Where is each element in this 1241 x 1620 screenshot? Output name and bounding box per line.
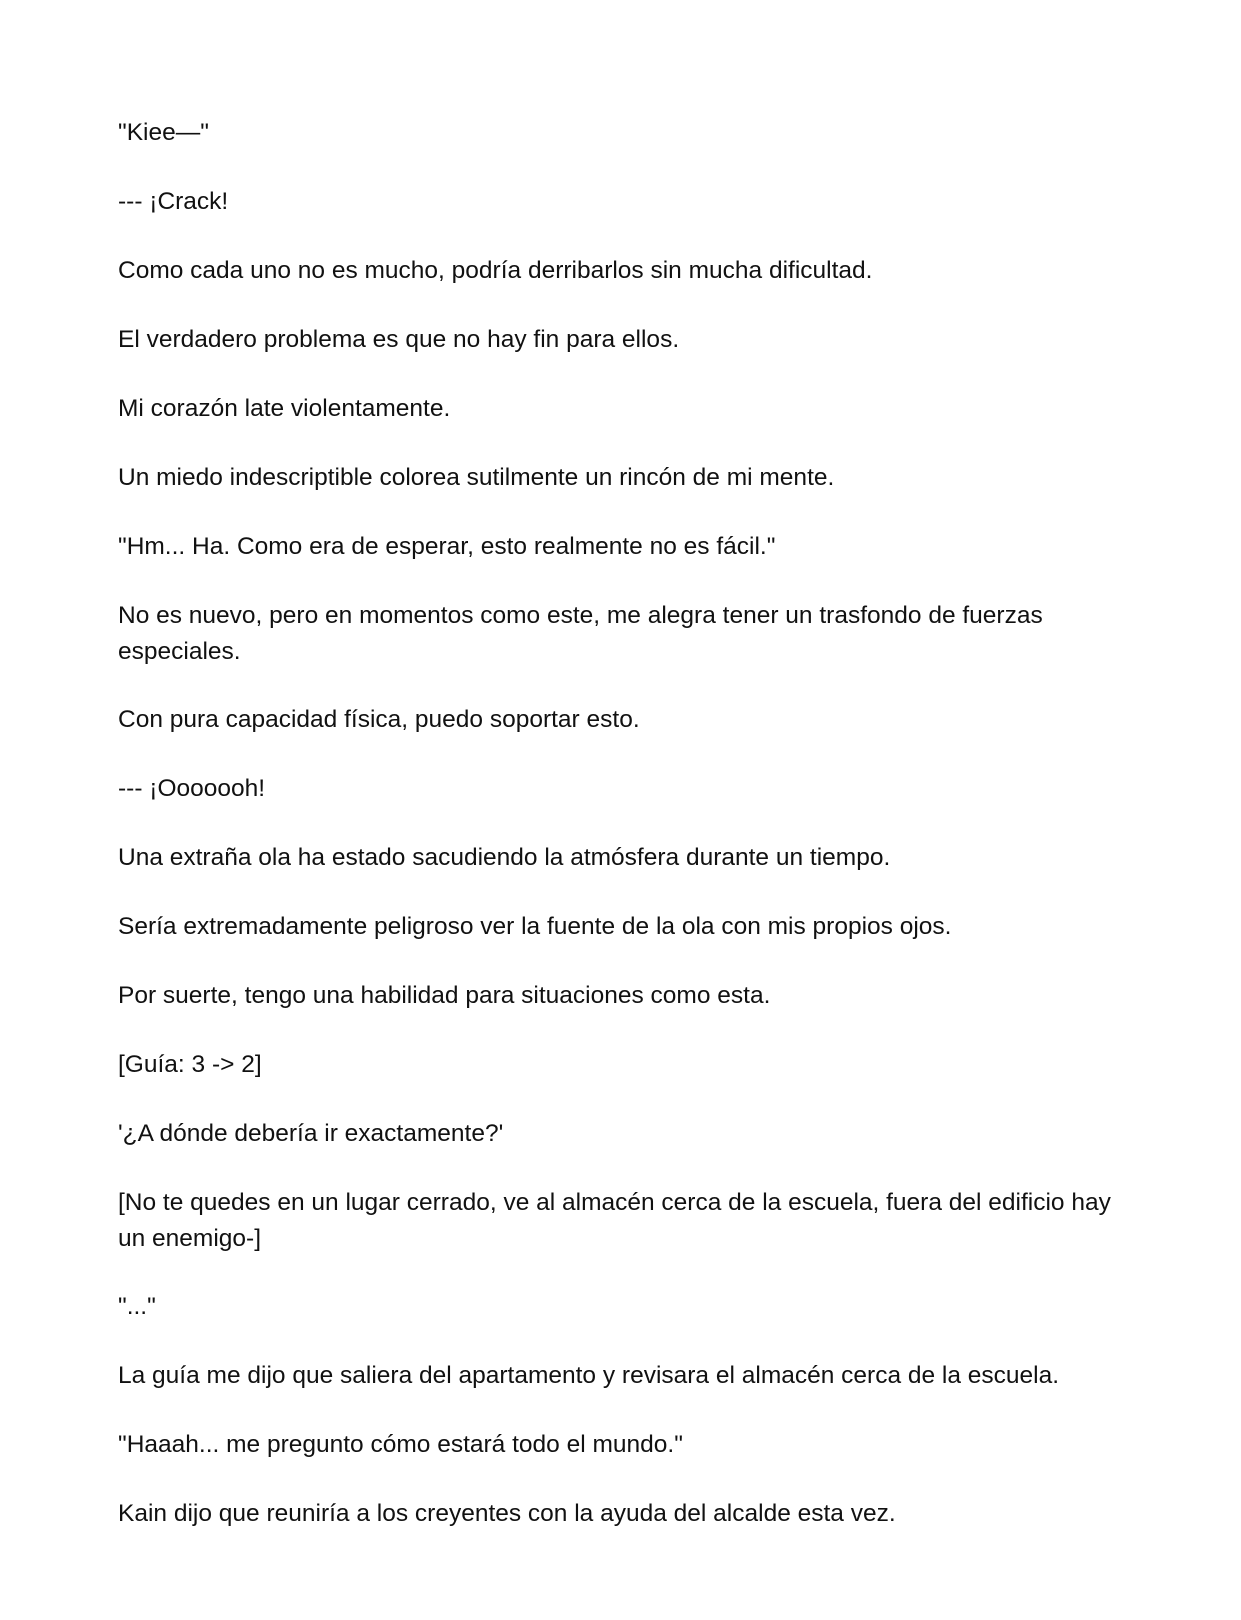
paragraph: '¿A dónde debería ir exactamente?' <box>118 1120 504 1147</box>
paragraph: Sería extremadamente peligroso ver la fuente de la ola con mis propios ojos. <box>118 913 952 940</box>
paragraph: Por suerte, tengo una habilidad para situaciones como esta. <box>118 982 771 1009</box>
paragraph: Un miedo indescriptible colorea sutilmente un rincón de mi mente. <box>118 464 835 491</box>
paragraph: "Kiee—" <box>118 119 209 146</box>
paragraph: --- ¡Crack! <box>118 188 229 215</box>
paragraph: "..." <box>118 1293 156 1320</box>
paragraph: Mi corazón late violentamente. <box>118 395 451 422</box>
paragraph: El verdadero problema es que no hay fin para ellos. <box>118 326 680 353</box>
paragraph: Con pura capacidad física, puedo soportar esto. <box>118 706 640 733</box>
paragraph: [No te quedes en un lugar cerrado, ve al almacén cerca de la escuela, fuera del edificio hay un enemigo-] <box>118 1189 1111 1252</box>
paragraph: Como cada uno no es mucho, podría derribarlos sin mucha dificultad. <box>118 257 873 284</box>
paragraph: "Haaah... me pregunto cómo estará todo el mundo." <box>118 1431 683 1458</box>
paragraph: No es nuevo, pero en momentos como este, me alegra tener un trasfondo de fuerzas especiales. <box>118 602 1043 665</box>
paragraph: [Guía: 3 -> 2] <box>118 1051 262 1078</box>
paragraph: La guía me dijo que saliera del apartamento y revisara el almacén cerca de la escuela. <box>118 1362 1060 1389</box>
paragraph: --- ¡Ooooooh! <box>118 775 266 802</box>
paragraph: Kain dijo que reuniría a los creyentes con la ayuda del alcalde esta vez. <box>118 1500 896 1527</box>
paragraph: Una extraña ola ha estado sacudiendo la atmósfera durante un tiempo. <box>118 844 891 871</box>
paragraph: "Hm... Ha. Como era de esperar, esto realmente no es fácil." <box>118 533 776 560</box>
